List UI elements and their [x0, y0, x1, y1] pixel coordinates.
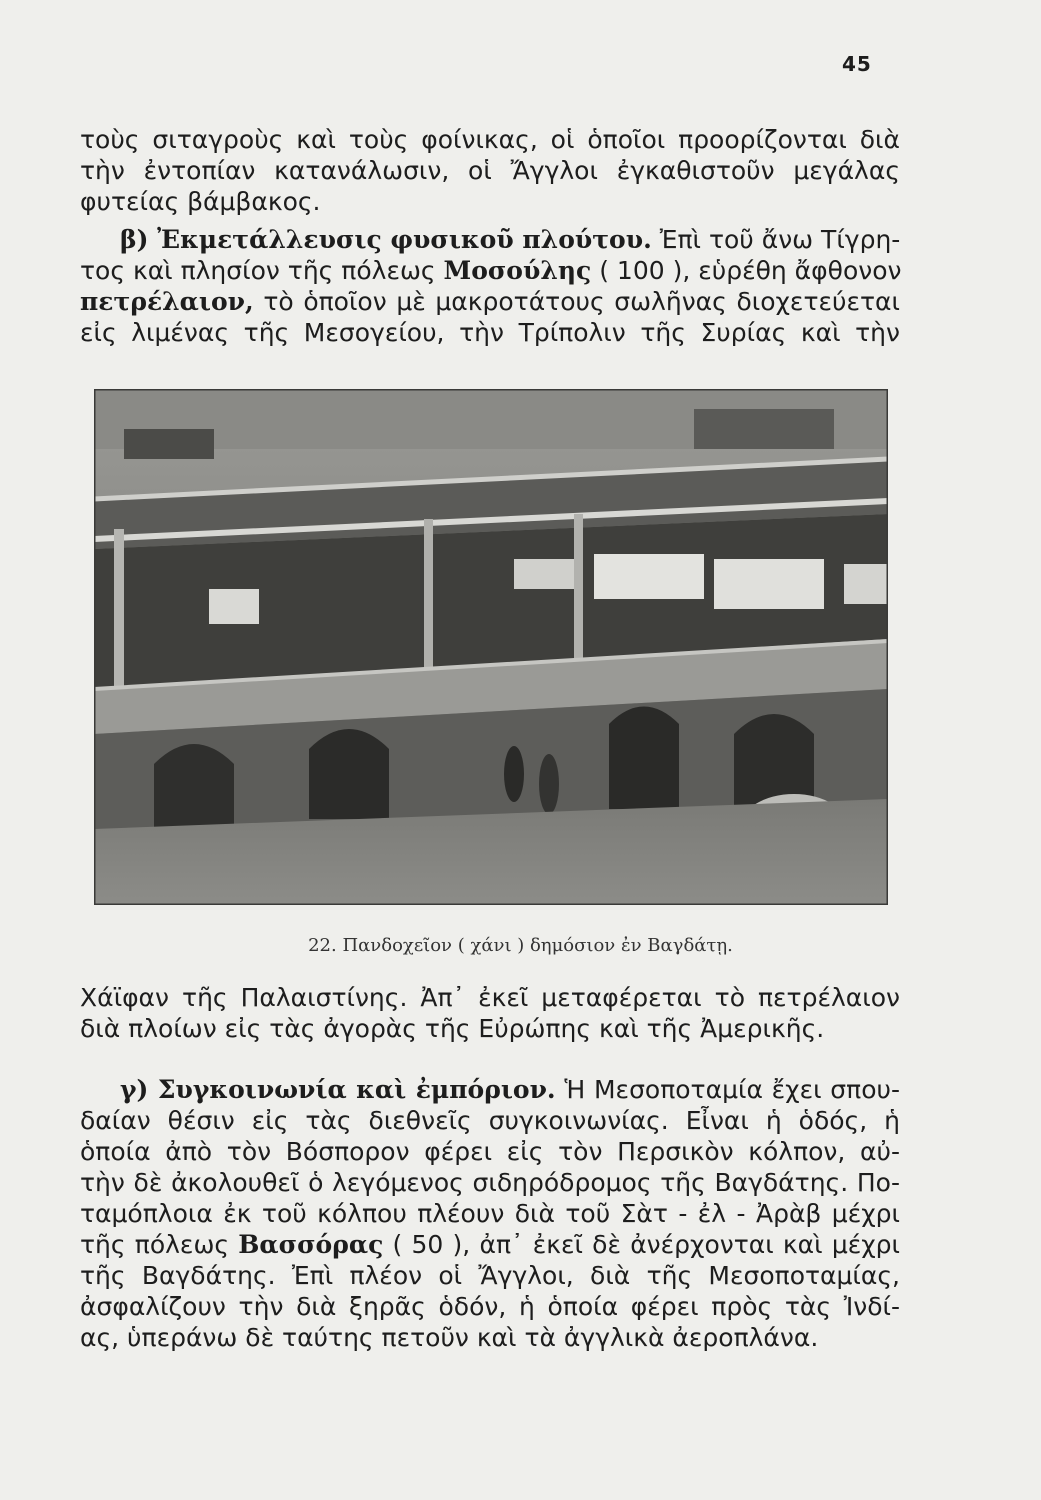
text-line: [80, 1229, 900, 1260]
text-line: [80, 224, 900, 255]
inn-courtyard-illustration: [94, 389, 888, 905]
text-run: Ἡ Μεσοποταμία ἔχει σπου-: [564, 1075, 900, 1104]
text-run: τὸ ὁποῖον μὲ μακροτάτους σωλῆνας διοχετεύεται: [263, 287, 900, 316]
section-heading: γ) Συγκοινωνία καὶ ἐμπόριον.: [120, 1075, 556, 1104]
page-number: 45: [842, 52, 872, 76]
text-line: δαίαν θέσιν εἰς τὰς διεθνεῖς συγκοινωνίας. Εἶναι ἡ ὁδός, ἡ: [80, 1106, 900, 1135]
city-name: Μοσούλης: [443, 256, 592, 285]
text-run: ( 50 ), ἀπ᾽ ἐκεῖ δὲ ἀνέρχονται καὶ μέχρι: [392, 1230, 901, 1259]
section-heading: β) Ἐκμετάλλευσις φυσικοῦ πλούτου.: [120, 225, 652, 254]
text-line: ας, ὑπεράνω δὲ ταύτης πετοῦν καὶ τὰ ἀγγλικὰ ἀεροπλάνα.: [80, 1323, 819, 1352]
keyword-oil: πετρέλαιον,: [80, 287, 254, 316]
paragraph-oil-transport: [80, 982, 900, 1044]
text-line: τῆς Βαγδάτης. Ἐπὶ πλέον οἱ Ἄγγλοι, διὰ τῆς Μεσοποταμίας,: [80, 1261, 900, 1290]
text-line: τὴν ἐντοπίαν κατανάλωσιν, οἱ Ἄγγλοι ἐγκαθιστοῦν μεγάλας: [80, 156, 900, 185]
text-line: [80, 286, 900, 317]
photo-baghdad-inn: [94, 389, 888, 905]
paragraph-natural-wealth: [80, 224, 900, 348]
text-line: τοὺς σιταγροὺς καὶ τοὺς φοίνικας, οἱ ὁποῖοι προορίζονται διὰ: [80, 125, 900, 154]
text-line: ἀσφαλίζουν τὴν διὰ ξηρᾶς ὁδόν, ἡ ὁποία φέρει πρὸς τὰς Ἰνδί-: [80, 1292, 900, 1321]
text-line: ὁποία ἀπὸ τὸν Βόσπορον φέρει εἰς τὸν Περσικὸν κόλπον, αὐ-: [80, 1137, 900, 1166]
text-line: εἰς λιμένας τῆς Μεσογείου, τὴν Τρίπολιν τῆς Συρίας καὶ τὴν: [80, 318, 900, 347]
text-line: τὴν δὲ ἀκολουθεῖ ὁ λεγόμενος σιδηρόδρομος τῆς Βαγδάτης. Πο-: [80, 1168, 900, 1197]
text-run: Ἐπὶ τοῦ ἄνω Τίγρη-: [659, 225, 901, 254]
text-line: [80, 255, 900, 286]
paragraph-cultivation: [80, 124, 900, 217]
text-run: τος καὶ πλησίον τῆς πόλεως: [80, 256, 436, 285]
text-line: φυτείας βάμβακος.: [80, 187, 321, 216]
paragraph-communications-trade: [80, 1074, 900, 1353]
figure-caption: 22. Πανδοχεῖον ( χάνι ) δημόσιον ἐν Βαγδάτῃ.: [308, 935, 733, 956]
text-line: διὰ πλοίων εἰς τὰς ἀγορὰς τῆς Εὐρώπης καὶ τῆς Ἀμερικῆς.: [80, 1014, 825, 1043]
text-line: ταμόπλοια ἐκ τοῦ κόλπου πλέουν διὰ τοῦ Σὰτ - ἐλ - Ἀρὰβ μέχρι: [80, 1199, 900, 1228]
text-line: [80, 1074, 900, 1105]
city-name: Βασσόρας: [238, 1230, 384, 1259]
text-run: τῆς πόλεως: [80, 1230, 230, 1259]
text-line: Χάϊφαν τῆς Παλαιστίνης. Ἀπ᾽ ἐκεῖ μεταφέρεται τὸ πετρέλαιον: [80, 983, 900, 1012]
text-run: ( 100 ), εὑρέθη ἄφθονον: [599, 256, 902, 285]
